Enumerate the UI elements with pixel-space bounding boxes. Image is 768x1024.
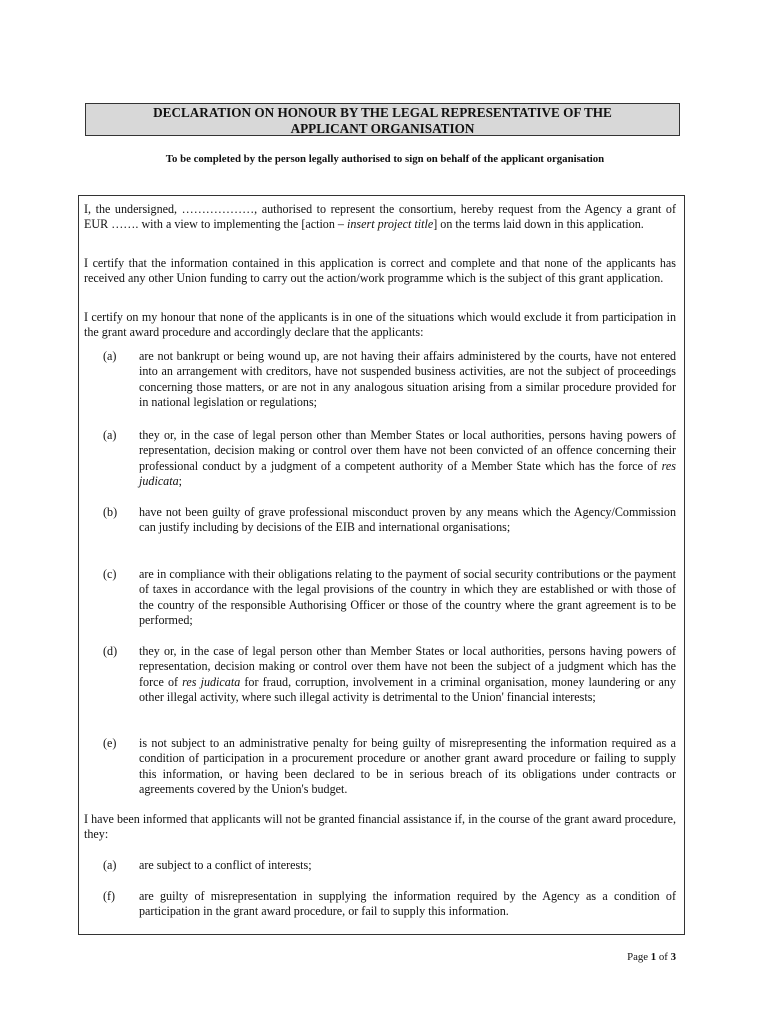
paragraph-certify-honour: I certify on my honour that none of the applicants is in one of the situations which would exclude it from participation in the grant award procedure and accordingly declare that the applicants: xyxy=(84,310,676,340)
list-item: are not bankrupt or being wound up, are not having their affairs administered by the courts, have not entered into an arrangement with creditors, have not suspended business activities, are not the subject of proceedings concerning those matters, or are not in any analogous situation arising from a similar procedure provided for in national legislation or regulations; xyxy=(139,349,676,410)
paragraph-request: I, the undersigned, ………………, authorised to represent the consortium, hereby request from the Agency a grant of EUR ……. with a view to implementing the [action – insert project title] on the terms laid down in this application. xyxy=(84,202,676,232)
declaration-title xyxy=(85,103,680,136)
list-item: are subject to a conflict of interests; xyxy=(139,858,312,872)
item-label: (a) xyxy=(103,428,117,442)
item-label: (d) xyxy=(103,644,118,658)
title-line-1: DECLARATION ON HONOUR BY THE LEGAL REPRESENTATIVE OF THE xyxy=(153,105,612,120)
list-item: are guilty of misrepresentation in supplying the information required by the Agency as a condition of participation in the grant award procedure, or fail to supply this information. xyxy=(139,889,676,919)
project-title-placeholder: insert project title xyxy=(347,217,434,232)
list-item: are in compliance with their obligations relating to the payment of social security contributions or the payment of taxes in accordance with the legal provisions of the country in which they are established or with those of the country of the responsible Authorising Officer or those of the country where the grant agreement is to be performed; xyxy=(139,567,676,628)
list-item: have not been guilty of grave professional misconduct proven by any means which the Agency/Commission can justify including by decisions of the EIB and international organisations; xyxy=(139,505,676,535)
title-line-2: APPLICANT ORGANISATION xyxy=(290,120,475,136)
item-label: (b) xyxy=(103,505,118,519)
subtitle: To be completed by the person legally authorised to sign on behalf of the applicant organisation xyxy=(165,153,605,165)
paragraph-informed: I have been informed that applicants will not be granted financial assistance if, in the course of the grant award procedure, they: xyxy=(84,812,676,842)
item-label: (f) xyxy=(103,889,116,903)
list-item: they or, in the case of legal person other than Member States or local authorities, persons having powers of representation, decision making or control over them have not been convicted of an offence concerning their professional conduct by a judgment of a competent authority of a Member State which has the force of res judicata; xyxy=(139,428,676,489)
item-label: (e) xyxy=(103,736,117,750)
page-number: Page 1 of 3 xyxy=(627,951,676,963)
paragraph-certify-info: I certify that the information contained in this application is correct and complete and that none of the applicants has received any other Union funding to carry out the action/work programme which is the subject of this grant application. xyxy=(84,256,676,286)
list-item: they or, in the case of legal person other than Member States or local authorities, persons having powers of representation, decision making or control over them have not been the subject of a judgment which has the force of res judicata for fraud, corruption, involvement in a criminal organisation, money laundering or any other illegal activity, where such illegal activity is detrimental to the Union' financial interests; xyxy=(139,644,676,705)
item-label: (c) xyxy=(103,567,117,581)
item-label: (a) xyxy=(103,858,117,872)
item-label: (a) xyxy=(103,349,117,363)
list-item: is not subject to an administrative penalty for being guilty of misrepresenting the information required as a condition of participation in a procurement procedure or another grant award procedure or failing to supply this information, or having been declared to be in serious breach of its obligations under contracts or agreements covered by the Union's budget. xyxy=(139,736,676,797)
